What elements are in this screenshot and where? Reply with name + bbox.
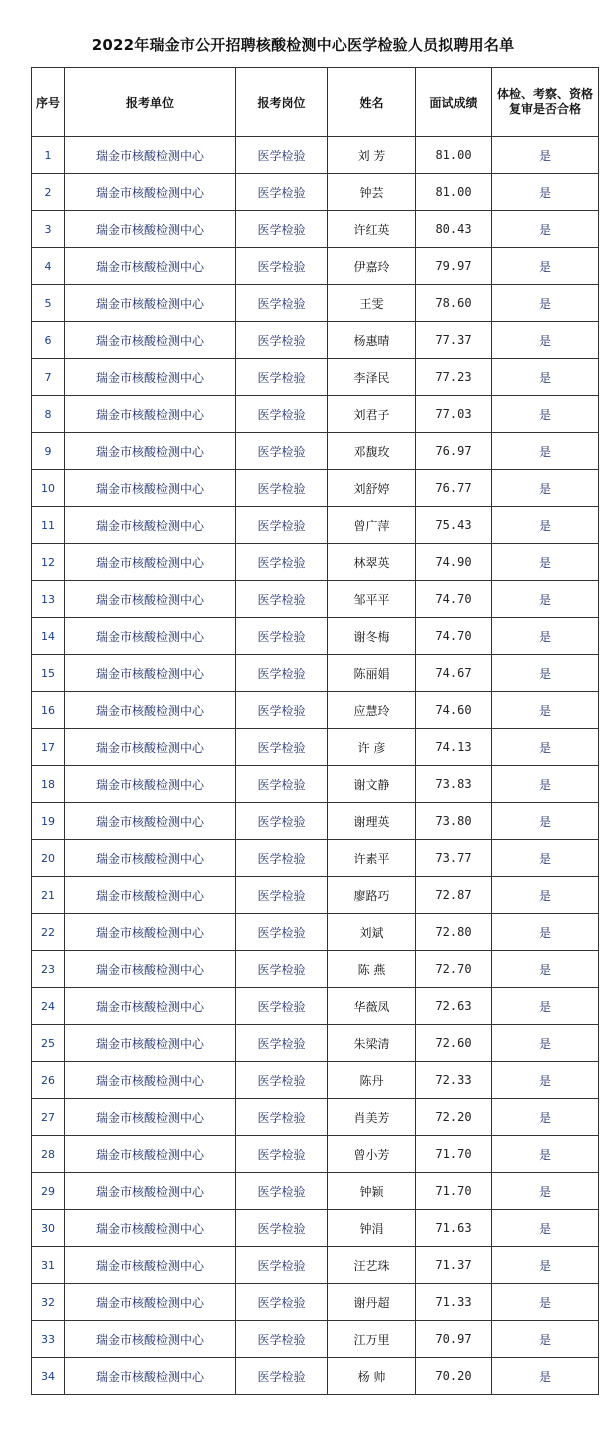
- row-index: 6: [32, 322, 65, 359]
- row-unit: 瑞金市核酸检测中心: [65, 729, 236, 766]
- row-score: 72.20: [416, 1099, 492, 1136]
- row-name: 李泽民: [328, 359, 416, 396]
- row-score: 71.70: [416, 1173, 492, 1210]
- row-qualified: 是: [492, 396, 599, 433]
- row-name: 伊嘉玲: [328, 248, 416, 285]
- row-unit: 瑞金市核酸检测中心: [65, 137, 236, 174]
- row-index: 13: [32, 581, 65, 618]
- row-unit: 瑞金市核酸检测中心: [65, 174, 236, 211]
- row-name: 江万里: [328, 1321, 416, 1358]
- row-position: 医学检验: [236, 544, 328, 581]
- row-name: 邹平平: [328, 581, 416, 618]
- row-score: 72.80: [416, 914, 492, 951]
- table-row: [32, 544, 599, 581]
- row-index: 29: [32, 1173, 65, 1210]
- row-unit: 瑞金市核酸检测中心: [65, 877, 236, 914]
- row-index: 4: [32, 248, 65, 285]
- header-index: 序号: [32, 68, 65, 137]
- row-qualified: 是: [492, 544, 599, 581]
- row-index: 26: [32, 1062, 65, 1099]
- row-position: 医学检验: [236, 1136, 328, 1173]
- row-name: 汪艺珠: [328, 1247, 416, 1284]
- header-row: [32, 68, 599, 137]
- row-position: 医学检验: [236, 1358, 328, 1395]
- row-name: 陈丽娟: [328, 655, 416, 692]
- row-qualified: 是: [492, 655, 599, 692]
- row-index: 20: [32, 840, 65, 877]
- row-unit: 瑞金市核酸检测中心: [65, 766, 236, 803]
- row-unit: 瑞金市核酸检测中心: [65, 359, 236, 396]
- row-position: 医学检验: [236, 729, 328, 766]
- row-qualified: 是: [492, 137, 599, 174]
- row-unit: 瑞金市核酸检测中心: [65, 544, 236, 581]
- row-qualified: 是: [492, 1173, 599, 1210]
- row-score: 71.33: [416, 1284, 492, 1321]
- table-row: [32, 1210, 599, 1247]
- table-row: [32, 174, 599, 211]
- row-name: 王雯: [328, 285, 416, 322]
- row-name: 钟涓: [328, 1210, 416, 1247]
- row-index: 17: [32, 729, 65, 766]
- table-row: [32, 692, 599, 729]
- row-unit: 瑞金市核酸检测中心: [65, 1284, 236, 1321]
- row-score: 71.37: [416, 1247, 492, 1284]
- row-name: 陈 燕: [328, 951, 416, 988]
- row-name: 曾小芳: [328, 1136, 416, 1173]
- row-qualified: 是: [492, 1136, 599, 1173]
- row-unit: 瑞金市核酸检测中心: [65, 581, 236, 618]
- row-score: 77.37: [416, 322, 492, 359]
- table-row: [32, 248, 599, 285]
- row-score: 74.70: [416, 581, 492, 618]
- table-row: [32, 988, 599, 1025]
- row-name: 谢冬梅: [328, 618, 416, 655]
- row-qualified: 是: [492, 470, 599, 507]
- row-score: 79.97: [416, 248, 492, 285]
- row-qualified: 是: [492, 1025, 599, 1062]
- table-row: [32, 433, 599, 470]
- row-index: 23: [32, 951, 65, 988]
- row-qualified: 是: [492, 840, 599, 877]
- table-row: [32, 655, 599, 692]
- row-name: 林翠英: [328, 544, 416, 581]
- row-index: 22: [32, 914, 65, 951]
- row-score: 72.87: [416, 877, 492, 914]
- row-score: 71.70: [416, 1136, 492, 1173]
- row-position: 医学检验: [236, 1173, 328, 1210]
- table-row: [32, 618, 599, 655]
- table-row: [32, 507, 599, 544]
- table-row: [32, 285, 599, 322]
- row-unit: 瑞金市核酸检测中心: [65, 1099, 236, 1136]
- row-score: 73.80: [416, 803, 492, 840]
- row-unit: 瑞金市核酸检测中心: [65, 285, 236, 322]
- row-index: 27: [32, 1099, 65, 1136]
- row-score: 73.77: [416, 840, 492, 877]
- row-score: 77.23: [416, 359, 492, 396]
- row-name: 谢理英: [328, 803, 416, 840]
- row-unit: 瑞金市核酸检测中心: [65, 692, 236, 729]
- row-score: 77.03: [416, 396, 492, 433]
- row-position: 医学检验: [236, 655, 328, 692]
- row-unit: 瑞金市核酸检测中心: [65, 1247, 236, 1284]
- row-position: 医学检验: [236, 840, 328, 877]
- row-qualified: 是: [492, 1099, 599, 1136]
- table-row: [32, 877, 599, 914]
- header-name: 姓名: [328, 68, 416, 137]
- row-unit: 瑞金市核酸检测中心: [65, 914, 236, 951]
- row-qualified: 是: [492, 803, 599, 840]
- table-row: [32, 1099, 599, 1136]
- row-unit: 瑞金市核酸检测中心: [65, 470, 236, 507]
- row-score: 72.60: [416, 1025, 492, 1062]
- row-position: 医学检验: [236, 1321, 328, 1358]
- row-score: 74.13: [416, 729, 492, 766]
- row-position: 医学检验: [236, 1025, 328, 1062]
- row-index: 7: [32, 359, 65, 396]
- row-name: 朱梁清: [328, 1025, 416, 1062]
- row-index: 3: [32, 211, 65, 248]
- table-row: [32, 581, 599, 618]
- row-qualified: 是: [492, 951, 599, 988]
- row-name: 廖路巧: [328, 877, 416, 914]
- table-row: [32, 1173, 599, 1210]
- row-unit: 瑞金市核酸检测中心: [65, 951, 236, 988]
- hire-list-table: [31, 67, 599, 1395]
- row-index: 14: [32, 618, 65, 655]
- row-qualified: 是: [492, 433, 599, 470]
- row-score: 75.43: [416, 507, 492, 544]
- row-position: 医学检验: [236, 396, 328, 433]
- row-qualified: 是: [492, 914, 599, 951]
- row-score: 72.33: [416, 1062, 492, 1099]
- row-qualified: 是: [492, 988, 599, 1025]
- row-index: 21: [32, 877, 65, 914]
- row-position: 医学检验: [236, 507, 328, 544]
- table-row: [32, 840, 599, 877]
- row-position: 医学检验: [236, 1284, 328, 1321]
- row-name: 华薇凤: [328, 988, 416, 1025]
- row-index: 30: [32, 1210, 65, 1247]
- row-index: 15: [32, 655, 65, 692]
- row-qualified: 是: [492, 766, 599, 803]
- row-index: 32: [32, 1284, 65, 1321]
- row-unit: 瑞金市核酸检测中心: [65, 618, 236, 655]
- row-unit: 瑞金市核酸检测中心: [65, 1062, 236, 1099]
- row-index: 10: [32, 470, 65, 507]
- table-row: [32, 1025, 599, 1062]
- row-position: 医学检验: [236, 137, 328, 174]
- row-unit: 瑞金市核酸检测中心: [65, 803, 236, 840]
- row-position: 医学检验: [236, 359, 328, 396]
- row-qualified: 是: [492, 248, 599, 285]
- row-score: 81.00: [416, 174, 492, 211]
- table-row: [32, 951, 599, 988]
- table-row: [32, 1358, 599, 1395]
- row-name: 刘舒婷: [328, 470, 416, 507]
- table-row: [32, 1136, 599, 1173]
- row-position: 医学检验: [236, 951, 328, 988]
- row-score: 70.20: [416, 1358, 492, 1395]
- table-row: [32, 1062, 599, 1099]
- row-score: 74.60: [416, 692, 492, 729]
- row-unit: 瑞金市核酸检测中心: [65, 1210, 236, 1247]
- row-position: 医学检验: [236, 877, 328, 914]
- row-position: 医学检验: [236, 1247, 328, 1284]
- table-row: [32, 729, 599, 766]
- row-qualified: 是: [492, 1284, 599, 1321]
- row-qualified: 是: [492, 507, 599, 544]
- row-score: 72.70: [416, 951, 492, 988]
- row-qualified: 是: [492, 1062, 599, 1099]
- row-index: 24: [32, 988, 65, 1025]
- row-unit: 瑞金市核酸检测中心: [65, 1025, 236, 1062]
- row-qualified: 是: [492, 877, 599, 914]
- row-score: 74.70: [416, 618, 492, 655]
- row-position: 医学检验: [236, 914, 328, 951]
- row-score: 74.90: [416, 544, 492, 581]
- row-unit: 瑞金市核酸检测中心: [65, 1136, 236, 1173]
- row-position: 医学检验: [236, 248, 328, 285]
- row-name: 钟芸: [328, 174, 416, 211]
- row-name: 陈丹: [328, 1062, 416, 1099]
- row-index: 1: [32, 137, 65, 174]
- row-qualified: 是: [492, 1358, 599, 1395]
- row-unit: 瑞金市核酸检测中心: [65, 840, 236, 877]
- row-name: 曾广萍: [328, 507, 416, 544]
- table-row: [32, 1321, 599, 1358]
- header-qualified: 体检、考察、资格复审是否合格: [492, 68, 599, 137]
- row-position: 医学检验: [236, 692, 328, 729]
- row-position: 医学检验: [236, 211, 328, 248]
- row-index: 8: [32, 396, 65, 433]
- row-qualified: 是: [492, 359, 599, 396]
- row-score: 78.60: [416, 285, 492, 322]
- row-qualified: 是: [492, 322, 599, 359]
- row-qualified: 是: [492, 211, 599, 248]
- row-name: 钟颖: [328, 1173, 416, 1210]
- row-score: 76.97: [416, 433, 492, 470]
- row-position: 医学检验: [236, 618, 328, 655]
- row-position: 医学检验: [236, 803, 328, 840]
- row-position: 医学检验: [236, 433, 328, 470]
- row-position: 医学检验: [236, 1062, 328, 1099]
- table-row: [32, 766, 599, 803]
- row-position: 医学检验: [236, 988, 328, 1025]
- row-position: 医学检验: [236, 322, 328, 359]
- header-score: 面试成绩: [416, 68, 492, 137]
- table-row: [32, 803, 599, 840]
- table-row: [32, 359, 599, 396]
- row-score: 81.00: [416, 137, 492, 174]
- row-score: 76.77: [416, 470, 492, 507]
- table-row: [32, 470, 599, 507]
- row-score: 72.63: [416, 988, 492, 1025]
- row-index: 33: [32, 1321, 65, 1358]
- row-score: 71.63: [416, 1210, 492, 1247]
- row-qualified: 是: [492, 618, 599, 655]
- row-unit: 瑞金市核酸检测中心: [65, 655, 236, 692]
- header-position: 报考岗位: [236, 68, 328, 137]
- row-name: 刘 芳: [328, 137, 416, 174]
- row-index: 5: [32, 285, 65, 322]
- row-qualified: 是: [492, 692, 599, 729]
- row-index: 18: [32, 766, 65, 803]
- row-position: 医学检验: [236, 174, 328, 211]
- row-position: 医学检验: [236, 1210, 328, 1247]
- row-position: 医学检验: [236, 766, 328, 803]
- row-index: 34: [32, 1358, 65, 1395]
- row-name: 杨惠晴: [328, 322, 416, 359]
- row-index: 31: [32, 1247, 65, 1284]
- row-qualified: 是: [492, 174, 599, 211]
- row-score: 80.43: [416, 211, 492, 248]
- row-name: 谢丹超: [328, 1284, 416, 1321]
- row-qualified: 是: [492, 1247, 599, 1284]
- row-qualified: 是: [492, 1321, 599, 1358]
- row-unit: 瑞金市核酸检测中心: [65, 507, 236, 544]
- row-name: 应慧玲: [328, 692, 416, 729]
- row-name: 许红英: [328, 211, 416, 248]
- row-position: 医学检验: [236, 581, 328, 618]
- row-score: 74.67: [416, 655, 492, 692]
- row-qualified: 是: [492, 285, 599, 322]
- row-score: 73.83: [416, 766, 492, 803]
- row-name: 杨 帅: [328, 1358, 416, 1395]
- row-unit: 瑞金市核酸检测中心: [65, 1173, 236, 1210]
- row-unit: 瑞金市核酸检测中心: [65, 322, 236, 359]
- row-index: 28: [32, 1136, 65, 1173]
- row-name: 邓馥玫: [328, 433, 416, 470]
- row-unit: 瑞金市核酸检测中心: [65, 1358, 236, 1395]
- row-unit: 瑞金市核酸检测中心: [65, 211, 236, 248]
- row-name: 谢文静: [328, 766, 416, 803]
- row-unit: 瑞金市核酸检测中心: [65, 433, 236, 470]
- row-unit: 瑞金市核酸检测中心: [65, 988, 236, 1025]
- row-index: 16: [32, 692, 65, 729]
- row-index: 12: [32, 544, 65, 581]
- table-row: [32, 396, 599, 433]
- row-index: 19: [32, 803, 65, 840]
- row-score: 70.97: [416, 1321, 492, 1358]
- page-title: 2022年瑞金市公开招聘核酸检测中心医学检验人员拟聘用名单: [91, 36, 515, 54]
- row-unit: 瑞金市核酸检测中心: [65, 248, 236, 285]
- table-row: [32, 211, 599, 248]
- row-qualified: 是: [492, 729, 599, 766]
- table-row: [32, 1247, 599, 1284]
- row-index: 11: [32, 507, 65, 544]
- row-position: 医学检验: [236, 1099, 328, 1136]
- row-qualified: 是: [492, 581, 599, 618]
- row-index: 25: [32, 1025, 65, 1062]
- row-name: 刘君子: [328, 396, 416, 433]
- table-row: [32, 914, 599, 951]
- row-unit: 瑞金市核酸检测中心: [65, 396, 236, 433]
- row-name: 肖美芳: [328, 1099, 416, 1136]
- row-name: 刘斌: [328, 914, 416, 951]
- row-unit: 瑞金市核酸检测中心: [65, 1321, 236, 1358]
- row-position: 医学检验: [236, 285, 328, 322]
- header-unit: 报考单位: [65, 68, 236, 137]
- table-row: [32, 137, 599, 174]
- row-qualified: 是: [492, 1210, 599, 1247]
- row-name: 许素平: [328, 840, 416, 877]
- table-row: [32, 322, 599, 359]
- row-position: 医学检验: [236, 470, 328, 507]
- row-name: 许 彦: [328, 729, 416, 766]
- table-row: [32, 1284, 599, 1321]
- row-index: 2: [32, 174, 65, 211]
- row-index: 9: [32, 433, 65, 470]
